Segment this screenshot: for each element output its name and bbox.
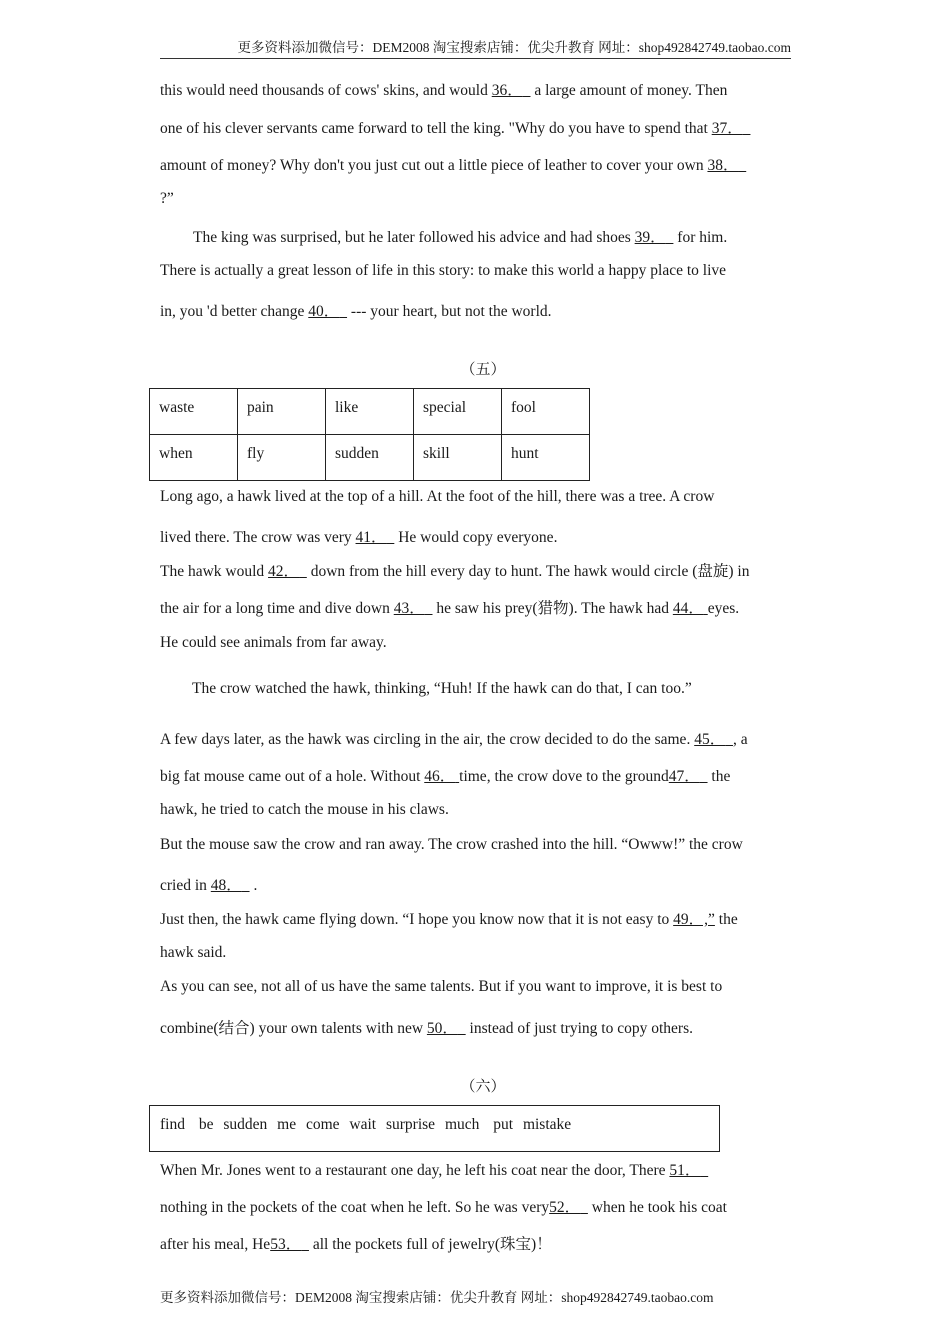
text-line: after his meal, He53． all the pockets full of jewelry(珠宝)！ [160, 1236, 552, 1253]
text-line: The hawk would 42． down from the hill every day to hunt. The hawk would circle (盘旋) in [160, 563, 750, 580]
bank-word: much [444, 1116, 480, 1133]
word-bank-box [149, 1105, 720, 1152]
answer-blank-50: 50． [426, 1020, 458, 1037]
bank-word: put [493, 1116, 514, 1133]
text-line: big fat mouse came out of a hole. Without 46． time, the crow dove to the ground47． the [160, 768, 731, 785]
answer-blank-37: 37． [711, 120, 743, 137]
bank-word: find [160, 1116, 185, 1133]
word-cell: like [326, 389, 414, 435]
answer-blank-47: 47． [668, 768, 700, 785]
text-line: this would need thousands of cows' skins, and would 36． a large amount of money. Then [160, 82, 728, 99]
bank-word: be [198, 1116, 214, 1133]
text-line: Just then, the hawk came flying down. “I hope you know now that it is not easy to 49．,” the [160, 911, 738, 928]
word-cell: waste [150, 389, 238, 435]
table-row [150, 389, 590, 435]
bank-word: me [277, 1116, 297, 1133]
answer-blank-45: 45． [694, 731, 726, 748]
text-line: But the mouse saw the crow and ran away. The crow crashed into the hill. “Owww!” the crow [160, 836, 743, 853]
word-cell: pain [238, 389, 326, 435]
text-line: Long ago, a hawk lived at the top of a hill. At the foot of the hill, there was a tree. A crow [160, 488, 715, 505]
bank-word: sudden [223, 1116, 268, 1133]
text-line: A few days later, as the hawk was circling in the air, the crow decided to do the same. 45． , a [160, 731, 748, 748]
text-line: cried in 48． . [160, 877, 258, 894]
word-cell: sudden [326, 435, 414, 481]
answer-blank-53: 53． [270, 1236, 302, 1253]
bank-word: mistake [522, 1116, 572, 1133]
text-line: He could see animals from far away. [160, 634, 387, 651]
word-cell: fly [238, 435, 326, 481]
table-row [150, 435, 590, 481]
text-line: hawk said. [160, 944, 227, 961]
answer-blank-44: 44． [672, 600, 704, 617]
text-line: in, you 'd better change 40． --- your heart, but not the world. [160, 303, 552, 320]
text-line: There is actually a great lesson of life in this story: to make this world a happy place to live [160, 262, 727, 279]
answer-blank-39: 39． [634, 229, 666, 246]
answer-blank-52: 52． [549, 1199, 581, 1216]
word-cell: skill [414, 435, 502, 481]
text-line: one of his clever servants came forward to tell the king. "Why do you have to spend that 37． [160, 120, 743, 137]
text-line: As you can see, not all of us have the same talents. But if you want to improve, it is best to [160, 978, 723, 995]
bank-word: surprise [385, 1116, 436, 1133]
answer-blank-36: 36． [491, 82, 523, 99]
word-cell: when [150, 435, 238, 481]
answer-blank-46: 46． [424, 768, 456, 785]
text-line: ?” [160, 190, 174, 207]
answer-blank-43: 43． [393, 600, 425, 617]
page-footer: 更多资料添加微信号：DEM2008 淘宝搜索店铺：优尖升教育 网址：shop492842749.taobao.com [160, 1290, 714, 1305]
text-line: The crow watched the hawk, thinking, “Huh! If the hawk can do that, I can too.” [192, 680, 692, 697]
text-line: When Mr. Jones went to a restaurant one day, he left his coat near the door, There 51． [160, 1162, 701, 1179]
text-line: The king was surprised, but he later followed his advice and had shoes 39． for him. [193, 229, 728, 246]
text-line: combine(结合) your own talents with new 50． instead of just trying to copy others. [160, 1020, 693, 1037]
word-cell: special [414, 389, 502, 435]
word-cell: hunt [502, 435, 590, 481]
page-header: 更多资料添加微信号：DEM2008 淘宝搜索店铺：优尖升教育 网址：shop492842749.taobao.com [160, 38, 791, 59]
section-title-6: （六） [460, 1079, 506, 1095]
text-line: lived there. The crow was very 41． He would copy everyone. [160, 529, 558, 546]
text-line: hawk, he tried to catch the mouse in his claws. [160, 801, 449, 818]
word-cell: fool [502, 389, 590, 435]
answer-blank-41: 41． [355, 529, 387, 546]
answer-blank-51: 51． [669, 1162, 701, 1179]
text-line: nothing in the pockets of the coat when he left. So he was very52． when he took his coat [160, 1199, 727, 1216]
answer-blank-48: 48． [210, 877, 242, 894]
bank-word: wait [349, 1116, 377, 1133]
text-line: amount of money? Why don't you just cut out a little piece of leather to cover your own 38． [160, 157, 739, 174]
answer-blank-42: 42． [268, 563, 300, 580]
answer-blank-38: 38． [707, 157, 739, 174]
text-line: the air for a long time and dive down 43． he saw his prey(猎物). The hawk had 44． eyes. [160, 600, 740, 617]
answer-blank-40: 40． [308, 303, 340, 320]
bank-word: come [305, 1116, 340, 1133]
answer-blank-49: 49．,” [673, 911, 715, 928]
word-bank-table [149, 388, 590, 481]
section-title-5: （五） [460, 362, 506, 378]
